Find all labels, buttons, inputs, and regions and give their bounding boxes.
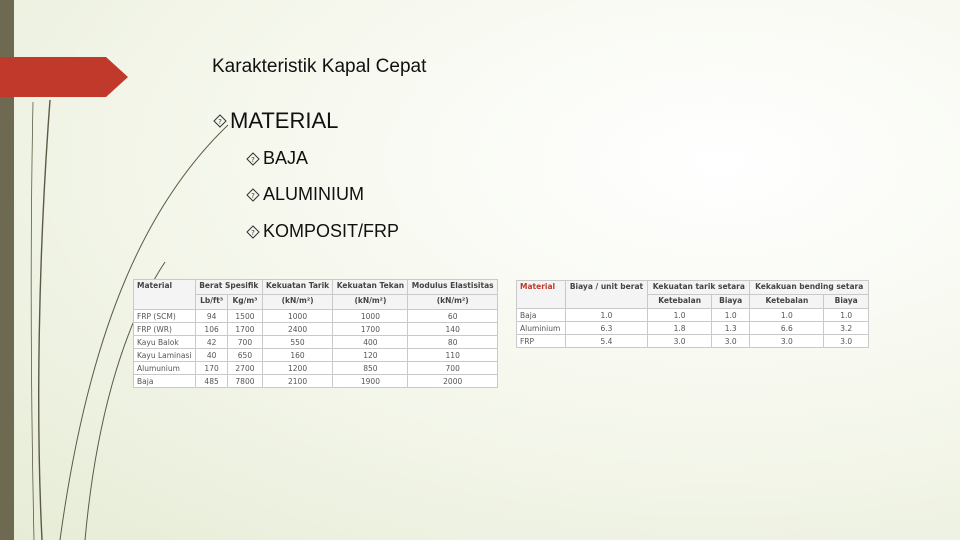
- header-kekuatan-tekan-label: Kekuatan Tekan: [336, 281, 405, 290]
- bullet-aluminium: [246, 184, 364, 205]
- header-ketebalan-2: Ketebalan: [750, 295, 824, 309]
- table-cell: 1000: [262, 310, 333, 323]
- header-material: Material: [134, 280, 196, 310]
- table-cell: 7800: [228, 375, 262, 388]
- row-label: FRP (SCM): [134, 310, 196, 323]
- header-modulus-label: Modulus Elastisitas: [411, 281, 494, 290]
- table-cell: 1500: [228, 310, 262, 323]
- table-cell: 3.0: [648, 335, 712, 348]
- header-biaya-unit: Biaya / unit berat: [565, 281, 648, 309]
- header-kekuatan-tekan-unit: (kN/m²): [333, 295, 408, 310]
- table-cell: 400: [333, 336, 408, 349]
- table-cell: 2700: [228, 362, 262, 375]
- bullet-baja-text: BAJA: [263, 148, 309, 168]
- header-ketebalan-1: Ketebalan: [648, 295, 712, 309]
- row-label: FRP (WR): [134, 323, 196, 336]
- table-cell: 3.2: [824, 322, 869, 335]
- header-lb-ft3: Lb/ft³: [195, 295, 227, 310]
- table-cell: 850: [333, 362, 408, 375]
- bullet-komposit-frp-text: KOMPOSIT/FRP: [263, 221, 400, 241]
- table-row: [517, 309, 869, 322]
- table-header-row: [134, 280, 498, 295]
- table-cell: 160: [262, 349, 333, 362]
- diamond-question-icon: [246, 188, 260, 202]
- table-cell: 1900: [333, 375, 408, 388]
- table-header-row: [517, 281, 869, 295]
- table-row: [134, 375, 498, 388]
- table-cell: 700: [408, 362, 498, 375]
- table-row: [134, 323, 498, 336]
- header-kekuatan-tarik: [262, 280, 333, 295]
- table-cell: 42: [195, 336, 227, 349]
- row-label: Kayu Laminasi: [134, 349, 196, 362]
- table-cell: 60: [408, 310, 498, 323]
- header-kg-m3: Kg/m³: [228, 295, 262, 310]
- bullet-aluminium-text: ALUMINIUM: [263, 184, 365, 204]
- header-berat-spesifik: Berat Spesifik: [195, 280, 262, 295]
- header-kekuatan-tarik-label: Kekuatan Tarik: [265, 281, 330, 290]
- table-cell: 1.0: [824, 309, 869, 322]
- header-kekuatan-tekan: [333, 280, 408, 295]
- table-cell: 140: [408, 323, 498, 336]
- red-accent-tab: [0, 57, 128, 97]
- row-label: FRP: [517, 335, 566, 348]
- header-kekuatan-tarik-unit: (kN/m²): [262, 295, 333, 310]
- bullet-komposit-frp: [246, 221, 399, 242]
- table-cell: 1.8: [648, 322, 712, 335]
- table-cell: 80: [408, 336, 498, 349]
- table-cell: 3.0: [711, 335, 749, 348]
- table-cell: 3.0: [824, 335, 869, 348]
- table-cell: 170: [195, 362, 227, 375]
- material-cost-body: [517, 309, 869, 348]
- table-cell: 1.0: [565, 309, 648, 322]
- row-label: Kayu Balok: [134, 336, 196, 349]
- svg-text:?: ?: [251, 155, 255, 164]
- row-label: Aluminium: [517, 322, 566, 335]
- table-cell: 550: [262, 336, 333, 349]
- diamond-question-icon: [246, 225, 260, 239]
- svg-text:?: ?: [251, 228, 255, 237]
- table-cell: 650: [228, 349, 262, 362]
- row-label: Alumunium: [134, 362, 196, 375]
- table-cell: 1000: [333, 310, 408, 323]
- slide-title: Karakteristik Kapal Cepat: [212, 56, 427, 77]
- row-label: Baja: [517, 309, 566, 322]
- material-properties-body: [134, 310, 498, 388]
- table-cell: 94: [195, 310, 227, 323]
- table-cell: 1700: [228, 323, 262, 336]
- table-cell: 700: [228, 336, 262, 349]
- table-cell: 106: [195, 323, 227, 336]
- table-row: [134, 310, 498, 323]
- table-row: [517, 335, 869, 348]
- table-cell: 1.0: [711, 309, 749, 322]
- diamond-question-icon: [246, 152, 260, 166]
- table-cell: 1.0: [750, 309, 824, 322]
- table-row: [517, 322, 869, 335]
- table-row: [134, 336, 498, 349]
- table-cell: 120: [333, 349, 408, 362]
- material-cost-table: [516, 280, 869, 348]
- header-kekakuan-bending-setara: Kekakuan bending setara: [750, 281, 869, 295]
- table-cell: 6.3: [565, 322, 648, 335]
- bullet-material: [213, 108, 338, 134]
- table-cell: 1200: [262, 362, 333, 375]
- header-biaya-1: Biaya: [711, 295, 749, 309]
- table-cell: 1.0: [648, 309, 712, 322]
- bullet-material-text: MATERIAL: [230, 108, 339, 133]
- table-cell: 5.4: [565, 335, 648, 348]
- header-modulus: [408, 280, 498, 295]
- table-row: [134, 362, 498, 375]
- table-row: [134, 349, 498, 362]
- diamond-question-icon: [213, 114, 227, 128]
- table-cell: 2400: [262, 323, 333, 336]
- table-cell: 1.3: [711, 322, 749, 335]
- table-cell: 1700: [333, 323, 408, 336]
- row-label: Baja: [134, 375, 196, 388]
- header-biaya-2: Biaya: [824, 295, 869, 309]
- table-cell: 3.0: [750, 335, 824, 348]
- table-cell: 2000: [408, 375, 498, 388]
- table-cell: 485: [195, 375, 227, 388]
- table-cell: 110: [408, 349, 498, 362]
- header-material: Material: [517, 281, 566, 309]
- table-cell: 2100: [262, 375, 333, 388]
- bullet-baja: [246, 148, 308, 169]
- table-cell: 40: [195, 349, 227, 362]
- svg-text:?: ?: [218, 118, 222, 126]
- material-properties-table: [133, 279, 498, 388]
- header-kekuatan-tarik-setara: Kekuatan tarik setara: [648, 281, 750, 295]
- table-cell: 6.6: [750, 322, 824, 335]
- svg-text:?: ?: [251, 191, 255, 200]
- header-modulus-unit: (kN/m²): [408, 295, 498, 310]
